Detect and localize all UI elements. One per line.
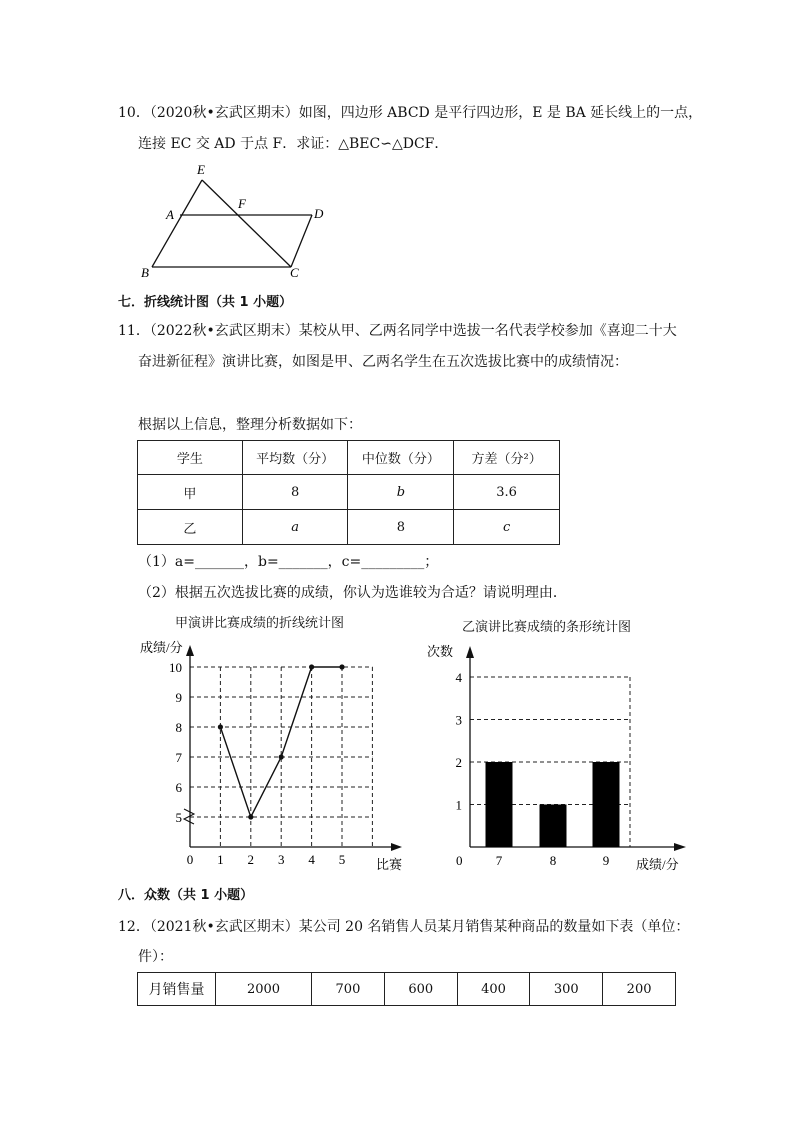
cell-jia-name: 甲 — [138, 475, 243, 510]
x-tick-label: 1 — [217, 852, 224, 867]
y-tick-label: 10 — [169, 660, 182, 675]
q11-line1 — [118, 321, 677, 341]
x-tick-label: 8 — [549, 853, 557, 868]
line-BE — [152, 180, 202, 267]
x-axis-arrow — [674, 843, 686, 851]
parallelogram-figure — [130, 158, 330, 282]
y-tick-label: 6 — [175, 780, 182, 795]
label-E: E — [197, 162, 205, 177]
cell-jia-variance: 3.6 — [454, 475, 560, 510]
bar-9 — [593, 762, 620, 847]
line-chart — [130, 630, 410, 875]
data-point — [279, 754, 284, 759]
data-point — [248, 814, 253, 819]
q10-number: 10． — [118, 105, 150, 121]
y-tick-label: 9 — [175, 690, 182, 705]
cell-yi-name: 乙 — [138, 510, 243, 545]
header-variance: 方差（分²） — [454, 441, 560, 475]
bar-8 — [540, 805, 567, 848]
header-mean: 平均数（分） — [242, 441, 348, 475]
q11-stats-table — [137, 440, 560, 545]
header-student: 学生 — [138, 441, 243, 475]
line-chart-title: 甲演讲比赛成绩的折线统计图 — [175, 616, 345, 631]
y-tick-label: 3 — [455, 712, 462, 728]
x-tick-label: 3 — [277, 852, 285, 867]
sales-value: 400 — [457, 973, 530, 1006]
sales-value: 300 — [530, 973, 603, 1006]
label-C: C — [290, 265, 299, 280]
q11-line2: 奋进新征程》演讲比赛，如图是甲、乙两名学生在五次选拔比赛中的成绩情况： — [138, 354, 628, 370]
x-axis-arrow — [391, 843, 402, 851]
bar-chart-xlabel: 成绩/分 — [636, 857, 679, 872]
line-chart-xlabel: 比赛 — [376, 857, 403, 872]
label-D: D — [314, 206, 324, 221]
q12-text-line1: （2021秋•玄武区期末）某公司 20 名销售人员某月销售某种商品的数量如下表（单位： — [149, 919, 690, 935]
data-point — [218, 724, 223, 729]
cell-jia-median: b — [348, 475, 454, 510]
sales-value: 2000 — [216, 973, 312, 1006]
q12-sales-table — [137, 972, 676, 1006]
cell-jia-mean: 8 — [242, 475, 348, 510]
bar-chart-ylabel: 次数 — [427, 644, 454, 659]
x-tick-label: 4 — [308, 852, 315, 867]
q11-text-line1: （2022秋•玄武区期末）某校从甲、乙两名同学中选拔一名代表学校参加《喜迎二十大 — [149, 323, 677, 339]
q11-sub1: （1）a=_______，b=_______，c=_________； — [138, 554, 439, 570]
header-median: 中位数（分） — [348, 441, 454, 475]
bar-chart-origin: 0 — [456, 853, 463, 868]
bar-chart — [420, 634, 692, 875]
line-DC — [291, 215, 312, 267]
table-row — [138, 475, 560, 510]
q11-number: 11． — [118, 323, 150, 339]
x-tick-label: 5 — [338, 852, 346, 867]
q11-table-intro: 根据以上信息，整理分析数据如下： — [138, 417, 362, 433]
x-tick-label: 7 — [495, 853, 503, 868]
line-chart-ylabel: 成绩/分 — [140, 640, 183, 655]
line-EC — [202, 180, 291, 267]
table-row — [138, 973, 676, 1006]
q10-line1 — [118, 103, 702, 123]
label-B: B — [141, 265, 149, 280]
q12-line1 — [118, 917, 689, 937]
bar-7 — [486, 762, 513, 847]
table-header-row — [138, 441, 560, 475]
q11-sub2: （2）根据五次选拔比赛的成绩，你认为选谁较为合适？请说明理由． — [138, 585, 567, 601]
label-A: A — [166, 207, 174, 222]
q12-number: 12． — [118, 919, 150, 935]
y-tick-label: 4 — [455, 670, 462, 685]
x-tick-label: 9 — [602, 853, 610, 868]
y-axis-arrow — [466, 646, 474, 658]
cell-yi-mean: a — [242, 510, 348, 545]
q10-line2: 连接 EC 交 AD 于点 F．求证：△BEC∽△DCF． — [138, 136, 449, 152]
table-row — [138, 510, 560, 545]
sales-value: 200 — [603, 973, 676, 1006]
cell-yi-median: 8 — [348, 510, 454, 545]
y-tick-label: 7 — [175, 750, 182, 765]
bar-chart-title: 乙演讲比赛成绩的条形统计图 — [462, 620, 632, 635]
y-tick-label: 2 — [455, 755, 462, 770]
x-tick-label: 0 — [186, 852, 194, 867]
sales-header: 月销售量 — [138, 973, 216, 1006]
y-tick-label: 8 — [175, 720, 182, 735]
q10-text-line1: （2020秋•玄武区期末）如图，四边形 ABCD 是平行四边形，E 是 BA 延长线上的一点， — [149, 105, 703, 121]
q12-line2: 件）： — [138, 949, 173, 965]
data-point — [309, 664, 314, 669]
sales-value: 700 — [312, 973, 385, 1006]
cell-yi-variance: c — [454, 510, 560, 545]
label-F: F — [238, 196, 246, 211]
y-tick-label: 1 — [455, 797, 462, 813]
section-7-heading: 七．折线统计图（共 1 小题） — [118, 295, 293, 310]
x-tick-label: 2 — [247, 852, 255, 867]
y-tick-label: 5 — [175, 810, 182, 825]
sales-value: 600 — [384, 973, 457, 1006]
data-point — [339, 664, 344, 669]
section-8-heading: 八．众数（共 1 小题） — [118, 888, 254, 903]
y-axis-arrow — [186, 645, 194, 656]
